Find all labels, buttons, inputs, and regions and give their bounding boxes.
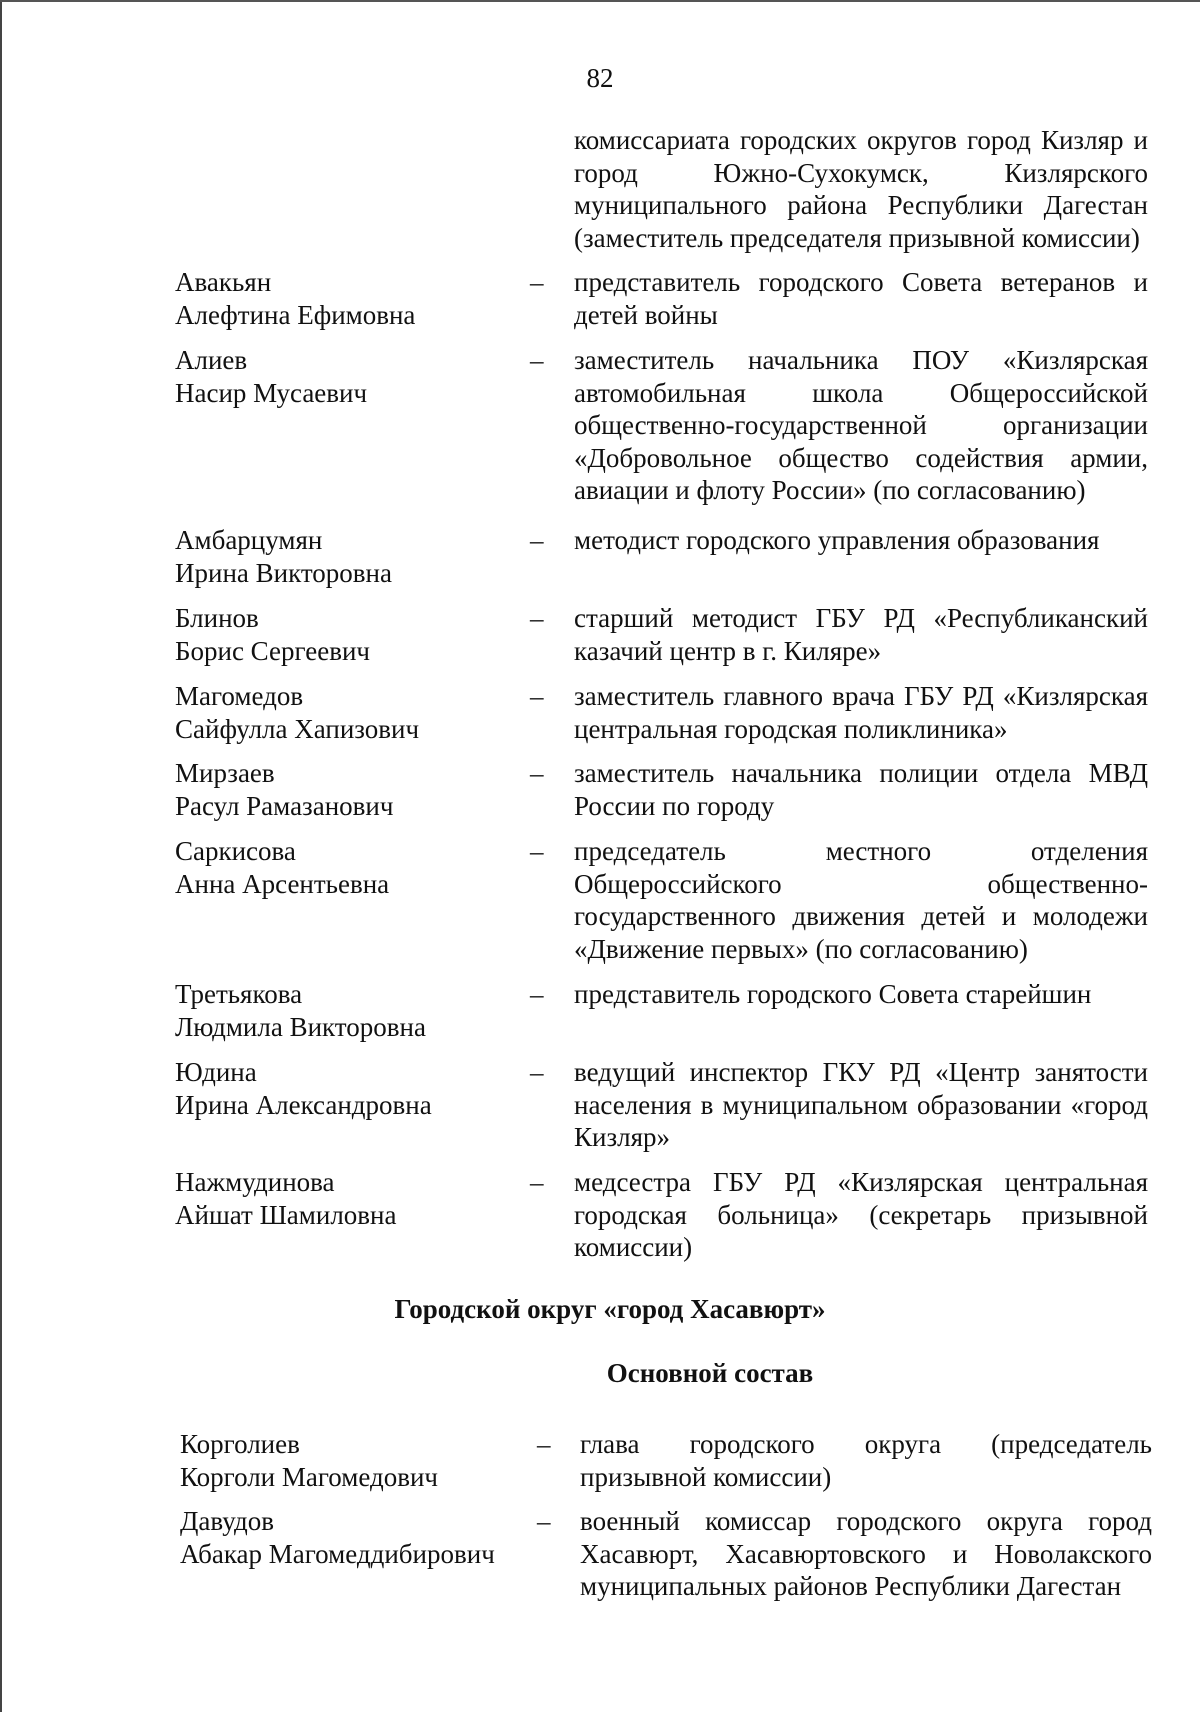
member-surname: Мирзаев <box>175 758 275 788</box>
member-given-name: Насир Мусаевич <box>175 377 368 408</box>
dash-separator: – <box>530 758 544 788</box>
page-number: 82 <box>586 63 614 93</box>
member-given-name: Корголи Магомедович <box>180 1461 438 1492</box>
member-given-name: Ирина Викторовна <box>175 557 392 588</box>
member-name <box>175 344 495 409</box>
member-role: заместитель начальника полиции отдела МВД России по городу <box>574 758 1148 821</box>
member-given-name: Анна Арсентьевна <box>175 868 390 899</box>
subsection-title: Основной состав <box>606 1358 814 1388</box>
member-surname: Юдина <box>175 1057 257 1087</box>
member-role: представитель городского Совета ветеранов и детей войны <box>574 267 1148 330</box>
member-name <box>175 1056 495 1121</box>
member-name <box>180 1428 500 1493</box>
dash-separator: – <box>530 979 544 1009</box>
section-title: Городской округ «город Хасавюрт» <box>394 1294 826 1324</box>
dash-separator: – <box>530 345 544 375</box>
dash-separator: – <box>530 836 544 866</box>
member-role: медсестра ГБУ РД «Кизлярская центральная городская больница» (секретарь призывной комиссии) <box>574 1167 1148 1262</box>
member-given-name: Абакар Магомеддибирович <box>180 1538 495 1569</box>
member-name <box>175 524 495 589</box>
scan-edge-line <box>0 0 2 1712</box>
member-surname: Саркисова <box>175 836 296 866</box>
member-role: военный комиссар городского округа город Хасавюрт, Хасавюртовского и Новолакского муниципальных районов Республики Дагестан <box>580 1506 1152 1601</box>
member-name <box>180 1505 500 1570</box>
member-given-name: Айшат Шамиловна <box>175 1199 397 1230</box>
member-surname: Алиев <box>175 345 248 375</box>
member-role: председатель местного отделения Общероссийского общественно-государственного движения детей и молодежи «Движение первых» (по согласованию) <box>574 836 1148 964</box>
member-name <box>175 835 495 900</box>
dash-separator: – <box>530 681 544 711</box>
member-surname: Корголиев <box>180 1429 300 1459</box>
member-name <box>175 602 495 667</box>
member-role: заместитель главного врача ГБУ РД «Кизлярская центральная городская поликлиника» <box>574 681 1148 744</box>
dash-separator: – <box>530 1057 544 1087</box>
member-given-name: Людмила Викторовна <box>175 1011 426 1042</box>
member-given-name: Борис Сергеевич <box>175 635 370 666</box>
continued-role-text: комиссариата городских округов город Кизляр и город Южно-Сухокумск, Кизлярского муниципального района Республики Дагестан (заместитель председателя призывной комиссии) <box>574 125 1148 253</box>
member-name <box>175 266 495 331</box>
member-role: представитель городского Совета старейшин <box>574 979 1092 1009</box>
member-role: ведущий инспектор ГКУ РД «Центр занятости населения в муниципальном образовании «город Кизляр» <box>574 1057 1148 1152</box>
dash-separator: – <box>530 525 544 555</box>
member-name <box>175 1166 495 1231</box>
member-surname: Блинов <box>175 603 259 633</box>
dash-separator: – <box>537 1429 551 1459</box>
member-name <box>175 757 495 822</box>
member-surname: Авакьян <box>175 267 272 297</box>
dash-separator: – <box>530 603 544 633</box>
member-given-name: Расул Рамазанович <box>175 790 394 821</box>
scan-top-line <box>0 0 1200 2</box>
member-surname: Амбарцумян <box>175 525 323 555</box>
member-given-name: Сайфулла Хапизович <box>175 713 420 744</box>
member-surname: Третьякова <box>175 979 303 1009</box>
member-name <box>175 978 495 1043</box>
member-surname: Нажмудинова <box>175 1167 335 1197</box>
member-role: старший методист ГБУ РД «Республиканский казачий центр в г. Киляре» <box>574 603 1148 666</box>
member-role: методист городского управления образования <box>574 525 1100 555</box>
member-surname: Магомедов <box>175 681 304 711</box>
dash-separator: – <box>530 1167 544 1197</box>
dash-separator: – <box>530 267 544 297</box>
member-role: заместитель начальника ПОУ «Кизлярская автомобильная школа Общероссийской общественно-государственной организации «Добровольное общество содействия армии, авиации и флоту России» (по согласованию) <box>574 345 1148 505</box>
dash-separator: – <box>537 1506 551 1536</box>
member-name <box>175 680 495 745</box>
member-given-name: Ирина Александровна <box>175 1089 432 1120</box>
member-given-name: Алефтина Ефимовна <box>175 299 416 330</box>
member-role: глава городского округа (председатель призывной комиссии) <box>580 1429 1152 1492</box>
member-surname: Давудов <box>180 1506 275 1536</box>
